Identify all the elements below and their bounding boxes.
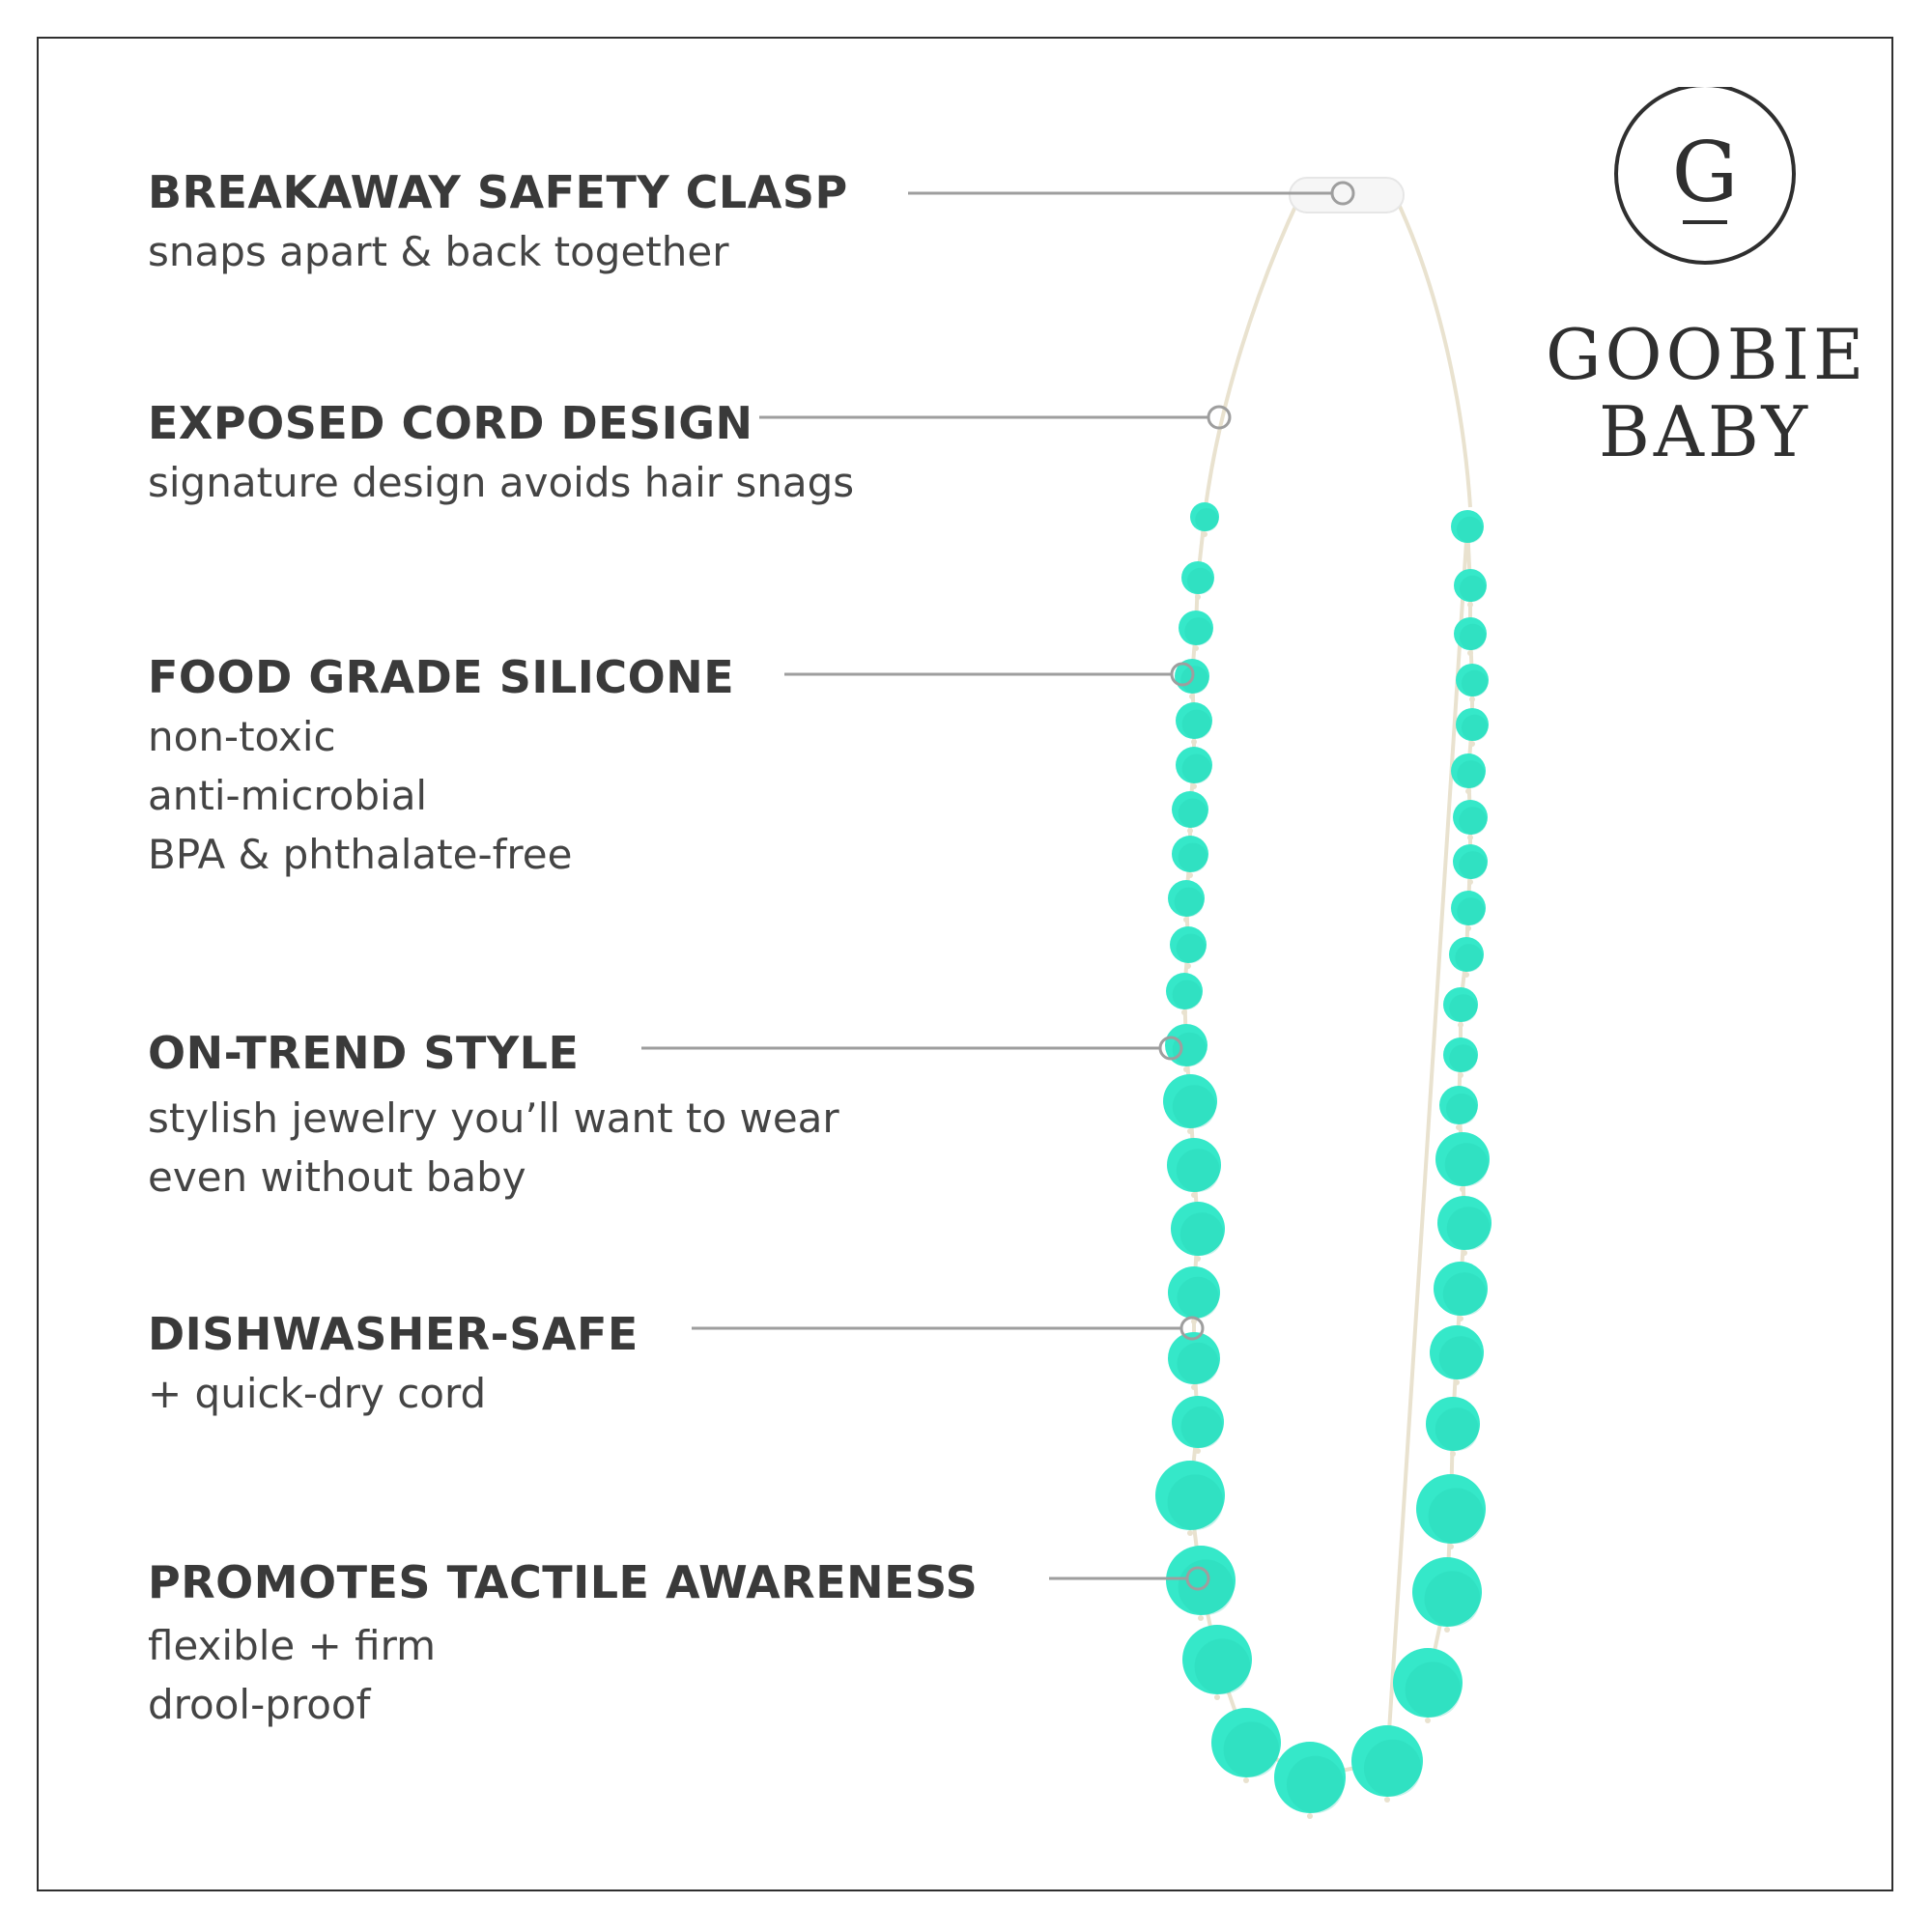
- bead-left: [1165, 1024, 1208, 1072]
- bead-left: [1179, 611, 1213, 651]
- brand-name-line2: BABY: [1598, 391, 1812, 472]
- bead-left: [1176, 702, 1212, 745]
- feature-dishwasher-safe: [148, 1309, 639, 1423]
- feature-title: EXPOSED CORD DESIGN: [148, 397, 753, 449]
- bead-left: [1182, 1625, 1252, 1700]
- leader-line-3: [784, 664, 1193, 685]
- feature-detail: BPA & phthalate-free: [148, 830, 573, 878]
- bead-right: [1451, 891, 1486, 931]
- feature-detail: drool-proof: [148, 1680, 371, 1728]
- bead-right: [1443, 1037, 1478, 1078]
- bead-left: [1211, 1708, 1281, 1783]
- leader-lines: [641, 183, 1353, 1589]
- brand-name-line1: GOOBIE: [1546, 314, 1868, 395]
- necklace-beads: [1155, 502, 1492, 1819]
- bead-left: [1168, 880, 1205, 923]
- bead-left: [1166, 973, 1203, 1015]
- bead-right: [1456, 708, 1489, 747]
- bead-right: [1453, 844, 1488, 885]
- feature-title: BREAKAWAY SAFETY CLASP: [148, 166, 848, 218]
- bead-left: [1170, 926, 1207, 969]
- bead-right: [1412, 1557, 1482, 1633]
- feature-title: PROMOTES TACTILE AWARENESS: [148, 1556, 979, 1608]
- bead-left: [1166, 1546, 1236, 1621]
- feature-food-grade-silicone: [148, 652, 734, 884]
- feature-detail: stylish jewelry you’ll want to wear: [148, 1094, 839, 1142]
- bead-right: [1435, 1132, 1490, 1192]
- feature-on-trend-style: [148, 1028, 839, 1207]
- bead-left: [1172, 791, 1208, 834]
- feature-breakaway-clasp: [148, 167, 848, 281]
- feature-title: ON-TREND STYLE: [148, 1027, 580, 1079]
- bead-right: [1456, 664, 1489, 702]
- leader-line-1: [908, 183, 1353, 204]
- bead-left: [1171, 1202, 1225, 1262]
- leader-line-5: [692, 1318, 1203, 1339]
- bead-left: [1172, 836, 1208, 878]
- bead-left: [1274, 1742, 1346, 1819]
- bead-right: [1393, 1648, 1463, 1723]
- bead-left: [1155, 1461, 1225, 1536]
- feature-detail: non-toxic: [148, 712, 336, 760]
- feature-title: FOOD GRADE SILICONE: [148, 651, 735, 703]
- feature-detail: snaps apart & back together: [148, 227, 729, 275]
- bead-right: [1439, 1086, 1478, 1130]
- bead-right: [1416, 1474, 1486, 1549]
- bead-left: [1167, 1138, 1221, 1198]
- feature-exposed-cord: [148, 398, 854, 512]
- feature-detail: flexible + firm: [148, 1621, 437, 1669]
- feature-detail: signature design avoids hair snags: [148, 458, 855, 506]
- bead-right: [1443, 987, 1478, 1028]
- bead-left: [1351, 1725, 1423, 1803]
- bead-right: [1454, 569, 1487, 608]
- bead-right: [1451, 510, 1484, 549]
- bead-right: [1451, 753, 1486, 794]
- necklace-cord: [1184, 198, 1472, 1777]
- cord-right: [1396, 198, 1470, 507]
- bead-left: [1190, 502, 1219, 537]
- bead-left: [1176, 747, 1212, 789]
- bead-left: [1163, 1074, 1217, 1134]
- bead-left: [1168, 1332, 1220, 1390]
- feature-detail: even without baby: [148, 1152, 526, 1201]
- bead-right: [1434, 1262, 1488, 1321]
- bead-left: [1181, 561, 1214, 600]
- feature-title: DISHWASHER-SAFE: [148, 1308, 639, 1360]
- bead-right: [1437, 1196, 1492, 1256]
- bead-right: [1449, 937, 1484, 978]
- feature-tactile-awareness: [148, 1557, 978, 1734]
- bead-left: [1168, 1266, 1220, 1324]
- brand-logo: [1546, 87, 1868, 493]
- monogram-badge-icon: [1546, 87, 1864, 280]
- feature-detail: + quick-dry cord: [148, 1369, 487, 1417]
- bead-right: [1426, 1397, 1480, 1457]
- bead-right: [1453, 800, 1488, 840]
- bead-left: [1172, 1396, 1224, 1454]
- monogram-letter: G: [1671, 125, 1739, 221]
- feature-detail: anti-microbial: [148, 771, 428, 819]
- bead-right: [1430, 1325, 1484, 1385]
- cord-left: [1206, 198, 1299, 507]
